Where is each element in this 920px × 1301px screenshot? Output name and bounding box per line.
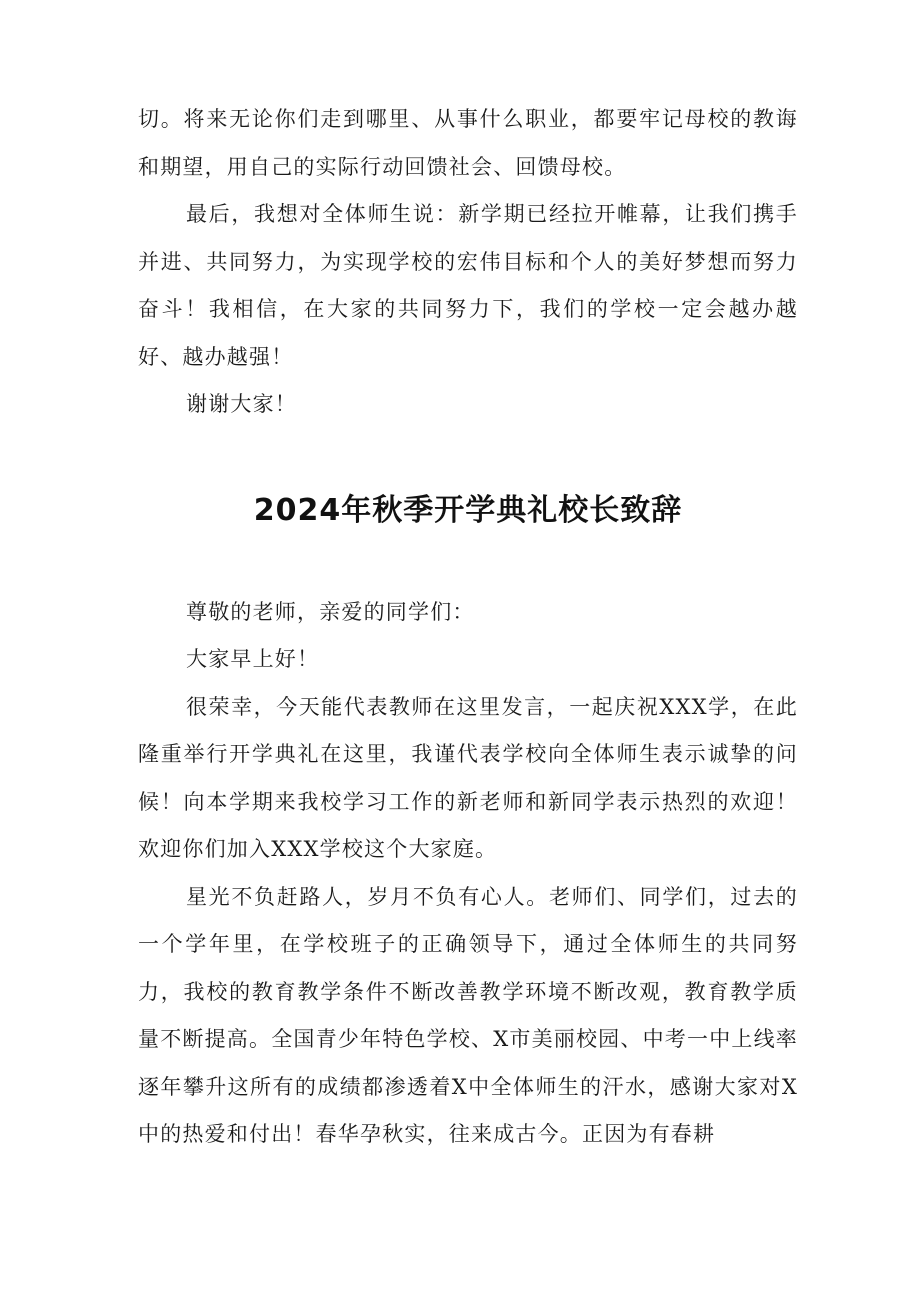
- section-spacer: [138, 429, 798, 491]
- speech-title: 2024年秋季开学典礼校长致辞: [253, 492, 683, 528]
- continuation-paragraph: 切。将来无论你们走到哪里、从事什么职业，都要牢记母校的教诲和期望，用自己的实际行动回馈社会、回馈母校。: [138, 107, 798, 179]
- closing-paragraph: 最后，我想对全体师生说：新学期已经拉开帷幕，让我们携手并进、共同努力，为实现学校的宏伟目标和个人的美好梦想而努力奋斗！我相信，在大家的共同努力下，我们的学校一定会越办越好、越办越强！: [138, 202, 798, 369]
- greeting: 大家早上好！: [186, 647, 320, 671]
- body-paragraph: 很荣幸，今天能代表教师在这里发言，一起庆祝XXX学，在此隆重举行开学典礼在这里，我谨代表学校向全体师生表示诚挚的问候！向本学期来我校学习工作的新老师和新同学表示热烈的欢迎！欢迎你们加入XXX学校这个大家庭。: [138, 694, 798, 861]
- thanks-line: 谢谢大家！: [186, 392, 297, 416]
- section-spacer: [138, 531, 798, 589]
- body-paragraph: 星光不负赶路人，岁月不负有心人。老师们、同学们，过去的一个学年里，在学校班子的正确领导下，通过全体师生的共同努力，我校的教育教学条件不断改善教学环境不断改观，教育教学质量不断提高。全国青少年特色学校、X市美丽校园、中考一中上线率逐年攀升这所有的成绩都渗透着X中全体师生的汗水，感谢大家对X中的热爱和付出！春华孕秋实，往来成古今。正因为有春耕: [138, 884, 798, 1146]
- salutation: 尊敬的老师，亲爱的同学们：: [186, 599, 475, 624]
- document-page: [138, 96, 798, 1159]
